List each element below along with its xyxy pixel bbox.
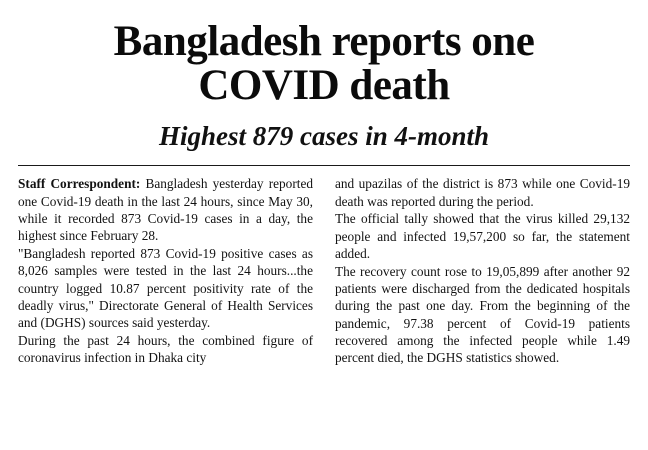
article-body <box>18 175 630 367</box>
headline-line-1: Bangladesh reports one <box>113 18 535 65</box>
byline: Staff Correspondent: <box>18 176 141 192</box>
paragraph: During the past 24 hours, the combined figure of coronavirus infection in Dhaka city <box>18 332 313 366</box>
paragraph-text: Bangladesh yesterday reported one Covid-19 death in the last 24 hours, since May 30, while it recorded 873 Covid-19 cases in a day, the highest since February 28. <box>18 176 314 244</box>
header-divider <box>18 165 630 166</box>
paragraph <box>18 175 313 244</box>
headline-line-2: COVID death <box>198 61 450 109</box>
right-column <box>324 175 630 367</box>
page-title <box>18 20 630 108</box>
paragraph: The recovery count rose to 19,05,899 after another 92 patients were discharged from the dedicated hospitals during the past one day. From the beginning of the pandemic, 97.38 percent of Covid-19 patients recovered among the infected people while 1.49 percent died, the DGHS statistics showed. <box>335 263 630 366</box>
paragraph: The official tally showed that the virus killed 29,132 people and infected 19,57,200 so far, the statement added. <box>335 211 630 262</box>
paragraph: and upazilas of the district is 873 while one Covid-19 death was reported during the period. <box>335 176 630 209</box>
paragraph: "Bangladesh reported 873 Covid-19 positive cases as 8,026 samples were tested in the last 24 hours...the country logged 10.87 percent positivity rate of the deadly virus," Directorate General of Health Services and (DGHS) sources said yesterday. <box>18 246 313 331</box>
article-subheadline: Highest 879 cases in 4-month <box>158 120 490 151</box>
left-column <box>18 175 324 367</box>
